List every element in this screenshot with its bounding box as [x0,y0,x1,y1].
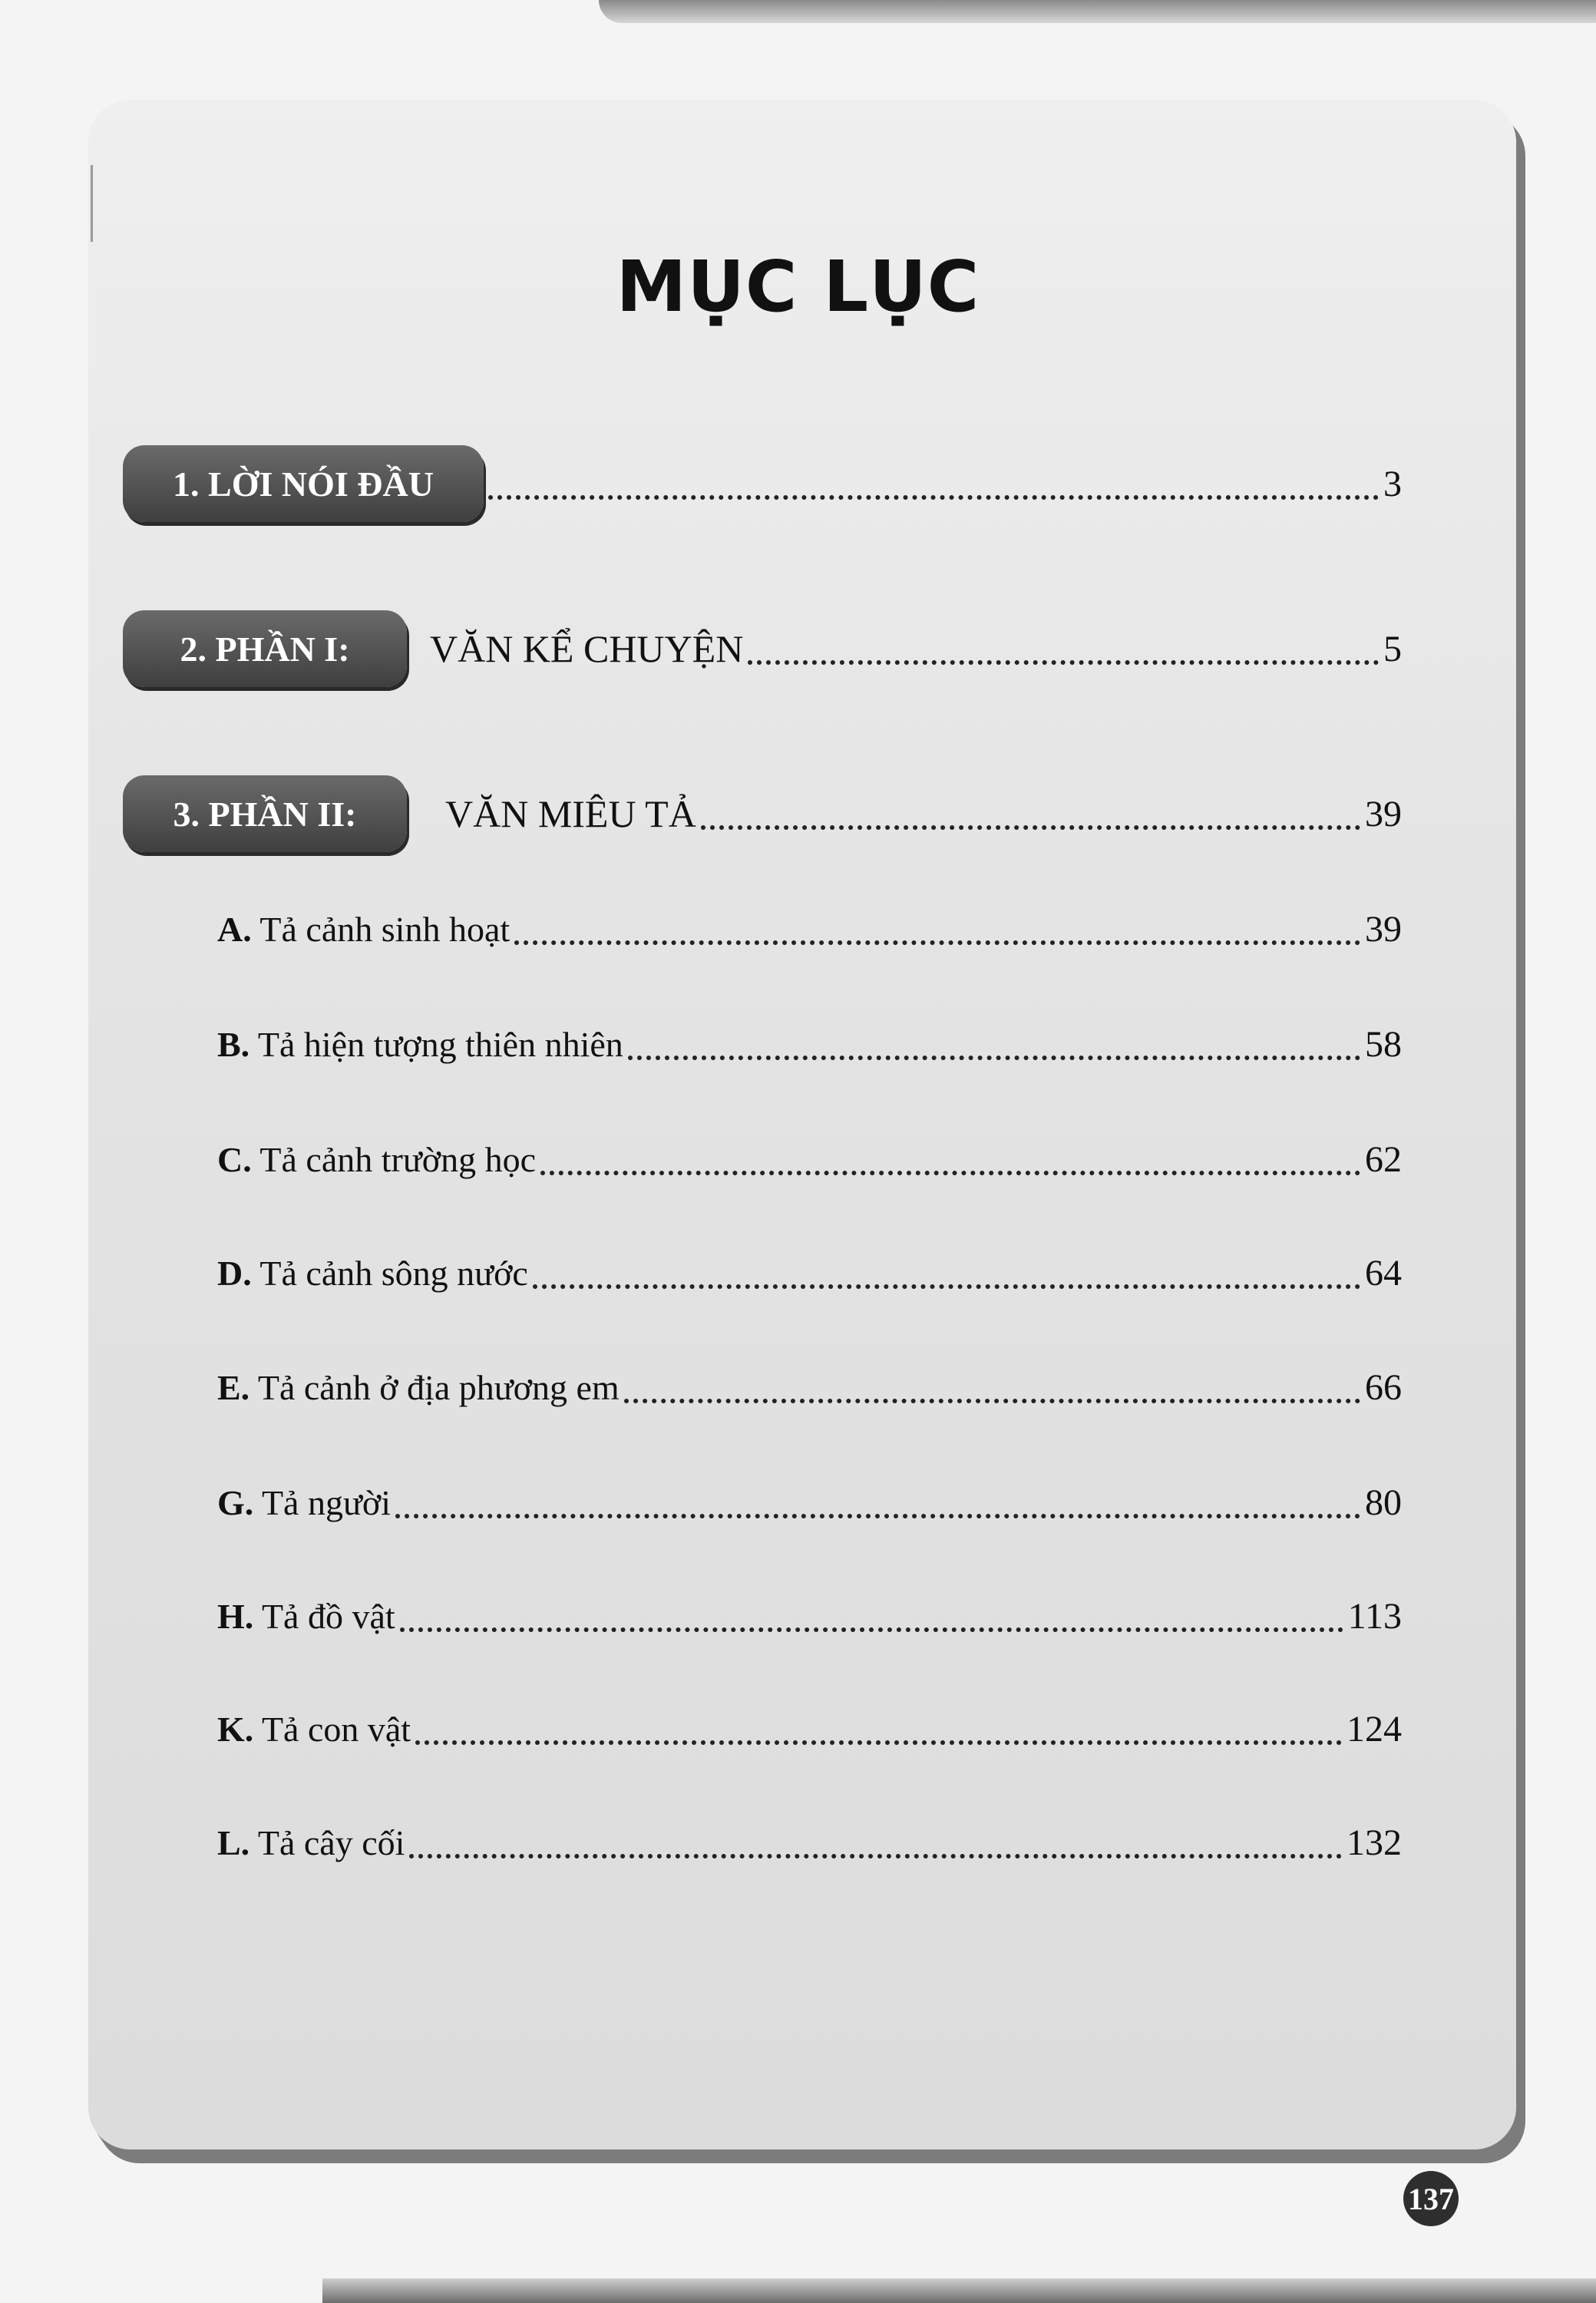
toc-subentry [217,1687,1402,1771]
toc-subentry [217,1460,1402,1545]
dot-leader [540,1170,1360,1175]
page-edge-bottom [322,2278,1596,2303]
toc-entry-phan-1 [123,606,1402,691]
toc-subentry [217,1574,1402,1658]
toc-entry-loi-noi-dau [123,441,1402,526]
subentry-page-number: 80 [1365,1482,1402,1523]
subentry-letter: E. [217,1367,250,1407]
dot-leader [395,1513,1360,1518]
dot-leader [748,659,1379,665]
dot-leader [415,1740,1342,1745]
subentry-text: Tả cảnh ở địa phương em [257,1367,620,1407]
subentry-page-number: 39 [1365,908,1402,950]
subentry-page-number: 124 [1347,1708,1402,1750]
toc-subentry [217,1002,1402,1086]
toc-label-pill: 3. PHẦN II: [123,775,407,852]
subentry-page-number: 64 [1365,1252,1402,1294]
toc-entry-phan-2 [123,772,1402,856]
toc-subentry [217,1117,1402,1201]
dot-leader [533,1284,1360,1289]
subentry-page-number: 132 [1347,1822,1402,1863]
subentry-page-number: 113 [1347,1595,1402,1637]
page-edge-top [599,0,1596,23]
dot-leader [488,494,1379,500]
subentry-text: Tả cảnh sinh hoạt [259,909,511,949]
subentry-page-number: 58 [1365,1023,1402,1065]
subentry-letter: L. [217,1822,250,1862]
toc-label-pill: 2. PHẦN I: [123,610,407,687]
toc-page-number: 39 [1365,793,1402,834]
page-title: MỤC LỤC [616,246,980,328]
subentry-letter: G. [217,1482,254,1522]
subentry-text: Tả đồ vật [261,1596,395,1636]
dot-leader [400,1627,1343,1632]
toc-subentry [217,887,1402,971]
subentry-letter: D. [217,1253,252,1293]
subentry-text: Tả cảnh sông nước [259,1253,528,1293]
toc-subentry [217,1800,1402,1885]
toc-page-number: 5 [1383,628,1402,669]
subentry-letter: A. [217,909,252,949]
margin-mark [91,165,93,242]
subentry-text: Tả người [261,1482,392,1522]
subentry-text: Tả hiện tượng thiên nhiên [257,1024,623,1064]
subentry-letter: B. [217,1024,250,1064]
toc-part-title: VĂN KỂ CHUYỆN [430,627,744,670]
subentry-text: Tả cảnh trường học [259,1139,537,1179]
subentry-text: Tả con vật [261,1709,411,1749]
toc-subentry [217,1345,1402,1429]
dot-leader [624,1398,1360,1403]
page-number-badge: 137 [1403,2171,1459,2226]
toc-subentry [217,1231,1402,1315]
dot-leader [628,1055,1360,1060]
subentry-letter: C. [217,1139,252,1179]
dot-leader [409,1853,1342,1859]
subentry-page-number: 62 [1365,1138,1402,1180]
toc-part-title: VĂN MIÊU TẢ [445,792,696,835]
dot-leader [514,940,1360,945]
toc-page-number: 3 [1383,463,1402,504]
toc-label-pill: 1. LỜI NÓI ĐẦU [123,445,484,522]
subentry-letter: K. [217,1709,254,1749]
dot-leader [701,824,1360,830]
subentry-page-number: 66 [1365,1366,1402,1408]
subentry-text: Tả cây cối [257,1822,405,1862]
subentry-letter: H. [217,1596,254,1636]
